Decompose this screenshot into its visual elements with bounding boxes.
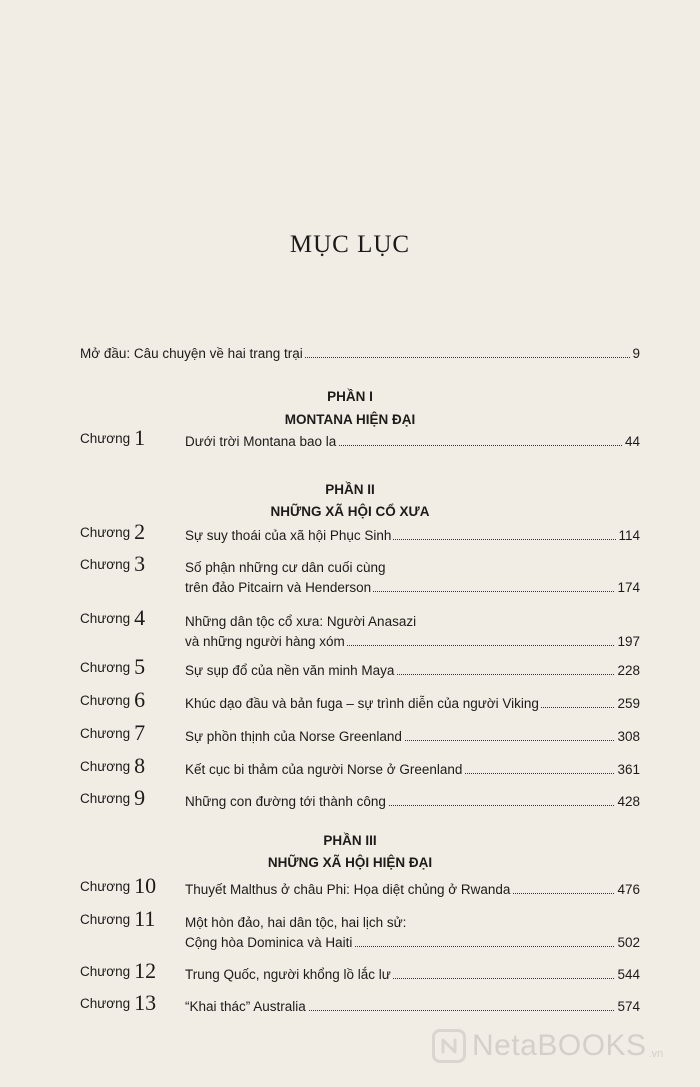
chapter-title: Những con đường tới thành công — [185, 794, 386, 809]
intro-label: Mở đầu: Câu chuyện về hai trang trại — [80, 346, 303, 361]
chapter-number: 1 — [134, 425, 146, 450]
chapter-prefix: Chương — [80, 964, 131, 979]
chapter-prefix: Chương — [80, 759, 131, 774]
chapter-2-entry — [80, 519, 640, 546]
chapter-page: 308 — [617, 729, 640, 744]
chapter-prefix: Chương — [80, 879, 131, 894]
chapter-4-entry — [80, 605, 640, 652]
chapter-prefix: Chương — [80, 431, 131, 446]
chapter-9-entry — [80, 785, 640, 812]
chapter-13-entry — [80, 990, 640, 1017]
chapter-title: Những dân tộc cổ xưa: Người Anasazi — [185, 614, 417, 629]
chapter-title: Dưới trời Montana bao la — [185, 434, 337, 449]
chapter-page: 574 — [617, 999, 640, 1014]
chapter-page: 361 — [617, 762, 640, 777]
chapter-title: Một hòn đảo, hai dân tộc, hai lịch sử: — [185, 915, 407, 930]
chapter-page: 428 — [617, 794, 640, 809]
chapter-7-entry — [80, 720, 640, 747]
chapter-number: 2 — [134, 519, 146, 544]
chapter-number: 6 — [134, 687, 146, 712]
chapter-8-entry — [80, 753, 640, 780]
chapter-page: 197 — [617, 634, 640, 649]
intro-page: 9 — [632, 346, 640, 361]
chapter-title-cont: trên đảo Pitcairn và Henderson — [185, 580, 372, 595]
chapter-page: 476 — [617, 882, 640, 897]
part-1-name: MONTANA HIỆN ĐẠI — [284, 412, 416, 427]
chapter-title: Trung Quốc, người khổng lồ lắc lư — [185, 967, 391, 982]
chapter-page: 544 — [617, 967, 640, 982]
chapter-6-entry — [80, 687, 640, 714]
chapter-prefix: Chương — [80, 660, 131, 675]
chapter-12-entry — [80, 958, 640, 985]
chapter-number: 9 — [134, 785, 146, 810]
chapter-10-entry — [80, 873, 640, 900]
chapter-page: 502 — [617, 935, 640, 950]
chapter-number: 3 — [134, 551, 146, 576]
chapter-5-entry — [80, 654, 640, 681]
part-3-name: NHỮNG XÃ HỘI HIỆN ĐẠI — [267, 855, 433, 870]
chapter-number: 4 — [134, 605, 146, 630]
part-1-label: PHẦN I — [327, 389, 373, 404]
watermark — [432, 1026, 663, 1066]
chapter-number: 11 — [134, 906, 156, 931]
chapter-page: 228 — [617, 663, 640, 678]
logo-n-glyph — [440, 1037, 458, 1055]
intro-entry — [80, 344, 640, 364]
chapter-title: Sự phồn thịnh của Norse Greenland — [185, 729, 402, 744]
chapter-prefix: Chương — [80, 525, 131, 540]
watermark-suffix: .vn — [648, 1048, 664, 1060]
chapter-title-cont: Cộng hòa Dominica và Haiti — [185, 935, 353, 950]
chapter-1-entry — [80, 425, 640, 452]
part-3-label: PHẦN III — [323, 833, 377, 848]
chapter-title: Kết cục bi thảm của người Norse ở Greenland — [185, 762, 463, 777]
chapter-prefix: Chương — [80, 996, 131, 1011]
chapter-title: Số phận những cư dân cuối cùng — [185, 560, 386, 575]
chapter-number: 8 — [134, 753, 146, 778]
chapter-title: Sự sụp đổ của nền văn minh Maya — [185, 663, 395, 678]
chapter-prefix: Chương — [80, 693, 131, 708]
chapter-page: 259 — [617, 696, 640, 711]
netabooks-logo-icon — [432, 1029, 466, 1063]
chapter-number: 12 — [134, 958, 157, 983]
chapter-title: “Khai thác” Australia — [185, 999, 306, 1014]
chapter-title: Khúc dạo đầu và bản fuga – sự trình diễn của người Viking — [185, 696, 539, 711]
chapter-page: 114 — [618, 528, 640, 543]
chapter-prefix: Chương — [80, 726, 131, 741]
page-title: MỤC LỤC — [289, 231, 411, 258]
chapter-number: 5 — [134, 654, 146, 679]
watermark-brand: NetaBOOKS — [472, 1029, 647, 1062]
chapter-page: 44 — [624, 434, 640, 449]
chapter-prefix: Chương — [80, 557, 131, 572]
chapter-page: 174 — [617, 580, 640, 595]
chapter-prefix: Chương — [80, 912, 131, 927]
chapter-title-cont: và những người hàng xóm — [185, 634, 345, 649]
chapter-number: 13 — [134, 990, 157, 1015]
chapter-number: 10 — [134, 873, 157, 898]
chapter-title: Sự suy thoái của xã hội Phục Sinh — [185, 528, 392, 543]
chapter-number: 7 — [134, 720, 146, 745]
part-2-label: PHẦN II — [325, 482, 375, 497]
chapter-title: Thuyết Malthus ở châu Phi: Họa diệt chủng ở Rwanda — [185, 882, 511, 897]
part-2-name: NHỮNG XÃ HỘI CỔ XƯA — [270, 504, 430, 519]
chapter-prefix: Chương — [80, 611, 131, 626]
chapter-prefix: Chương — [80, 791, 131, 806]
chapter-3-entry — [80, 551, 640, 598]
chapter-11-entry — [80, 906, 640, 953]
